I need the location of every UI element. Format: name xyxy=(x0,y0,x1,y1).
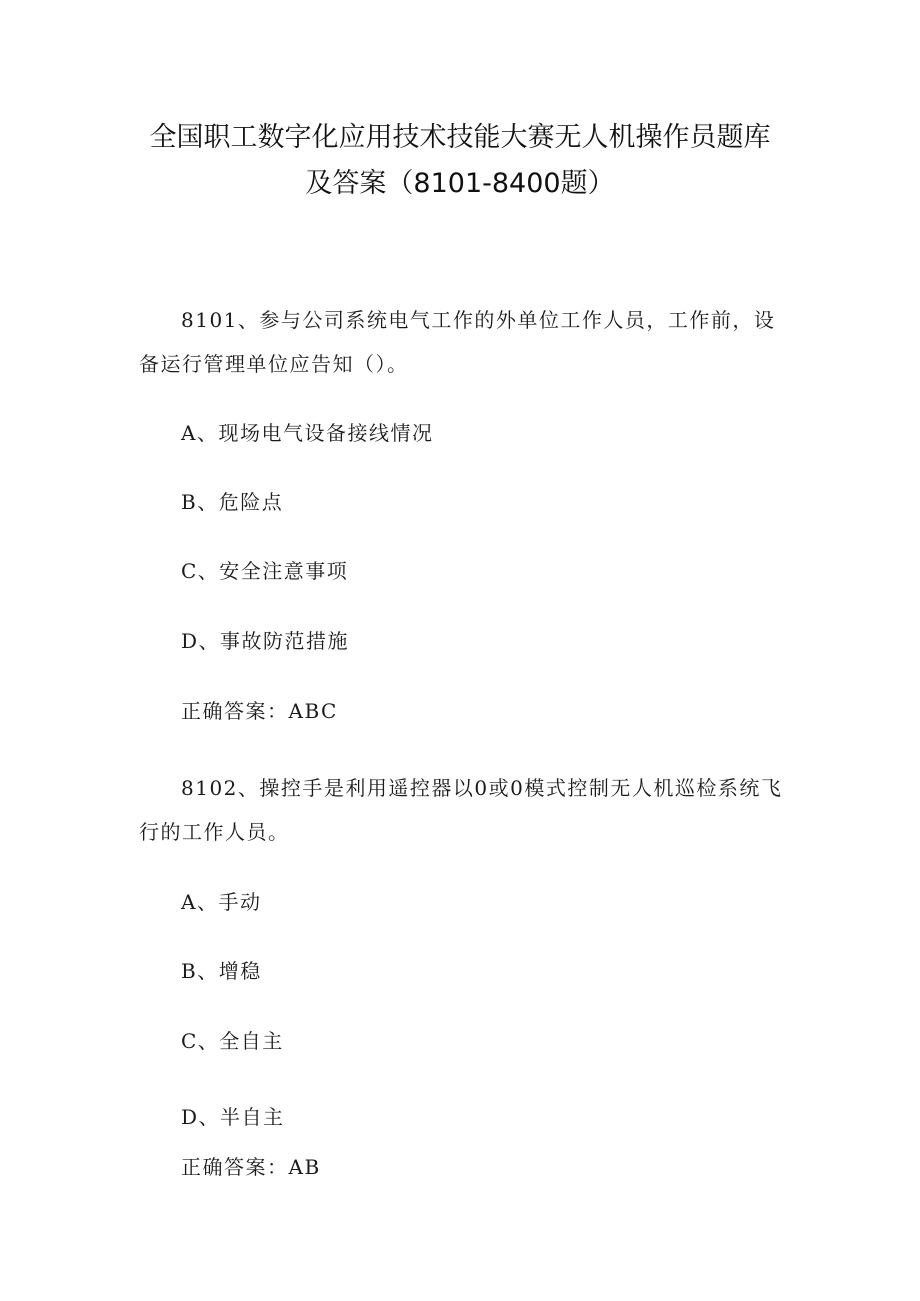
question-8101-option-b: B、危险点 xyxy=(181,490,284,514)
question-8102-answer: 正确答案：AB xyxy=(181,1155,321,1179)
document-title-line-2: 及答案（8101-8400题） xyxy=(305,168,615,199)
question-8101-option-a: A、现场电气设备接线情况 xyxy=(181,421,434,445)
question-8102-option-c: C、全自主 xyxy=(181,1029,284,1053)
question-8102-stem-line-2: 行的工作人员。 xyxy=(139,820,290,844)
question-8101-option-d: D、事故防范措施 xyxy=(181,629,350,653)
question-8101-stem-line-2: 备运行管理单位应告知（）。 xyxy=(139,352,409,376)
question-8102-stem-line-1: 8102、操控手是利用遥控器以0或0模式控制无人机巡检系统飞 xyxy=(181,776,783,800)
question-8101-option-c: C、安全注意事项 xyxy=(181,559,349,583)
question-8101-answer: 正确答案：ABC xyxy=(181,699,338,723)
question-8101-stem-line-1: 8101、参与公司系统电气工作的外单位工作人员，工作前，设 xyxy=(181,308,776,332)
question-8102-option-d: D、半自主 xyxy=(181,1105,285,1129)
question-8102-option-a: A、手动 xyxy=(181,890,262,914)
document-title-line-1: 全国职工数字化应用技术技能大赛无人机操作员题库 xyxy=(149,122,771,153)
question-8102-option-b: B、增稳 xyxy=(181,959,262,983)
